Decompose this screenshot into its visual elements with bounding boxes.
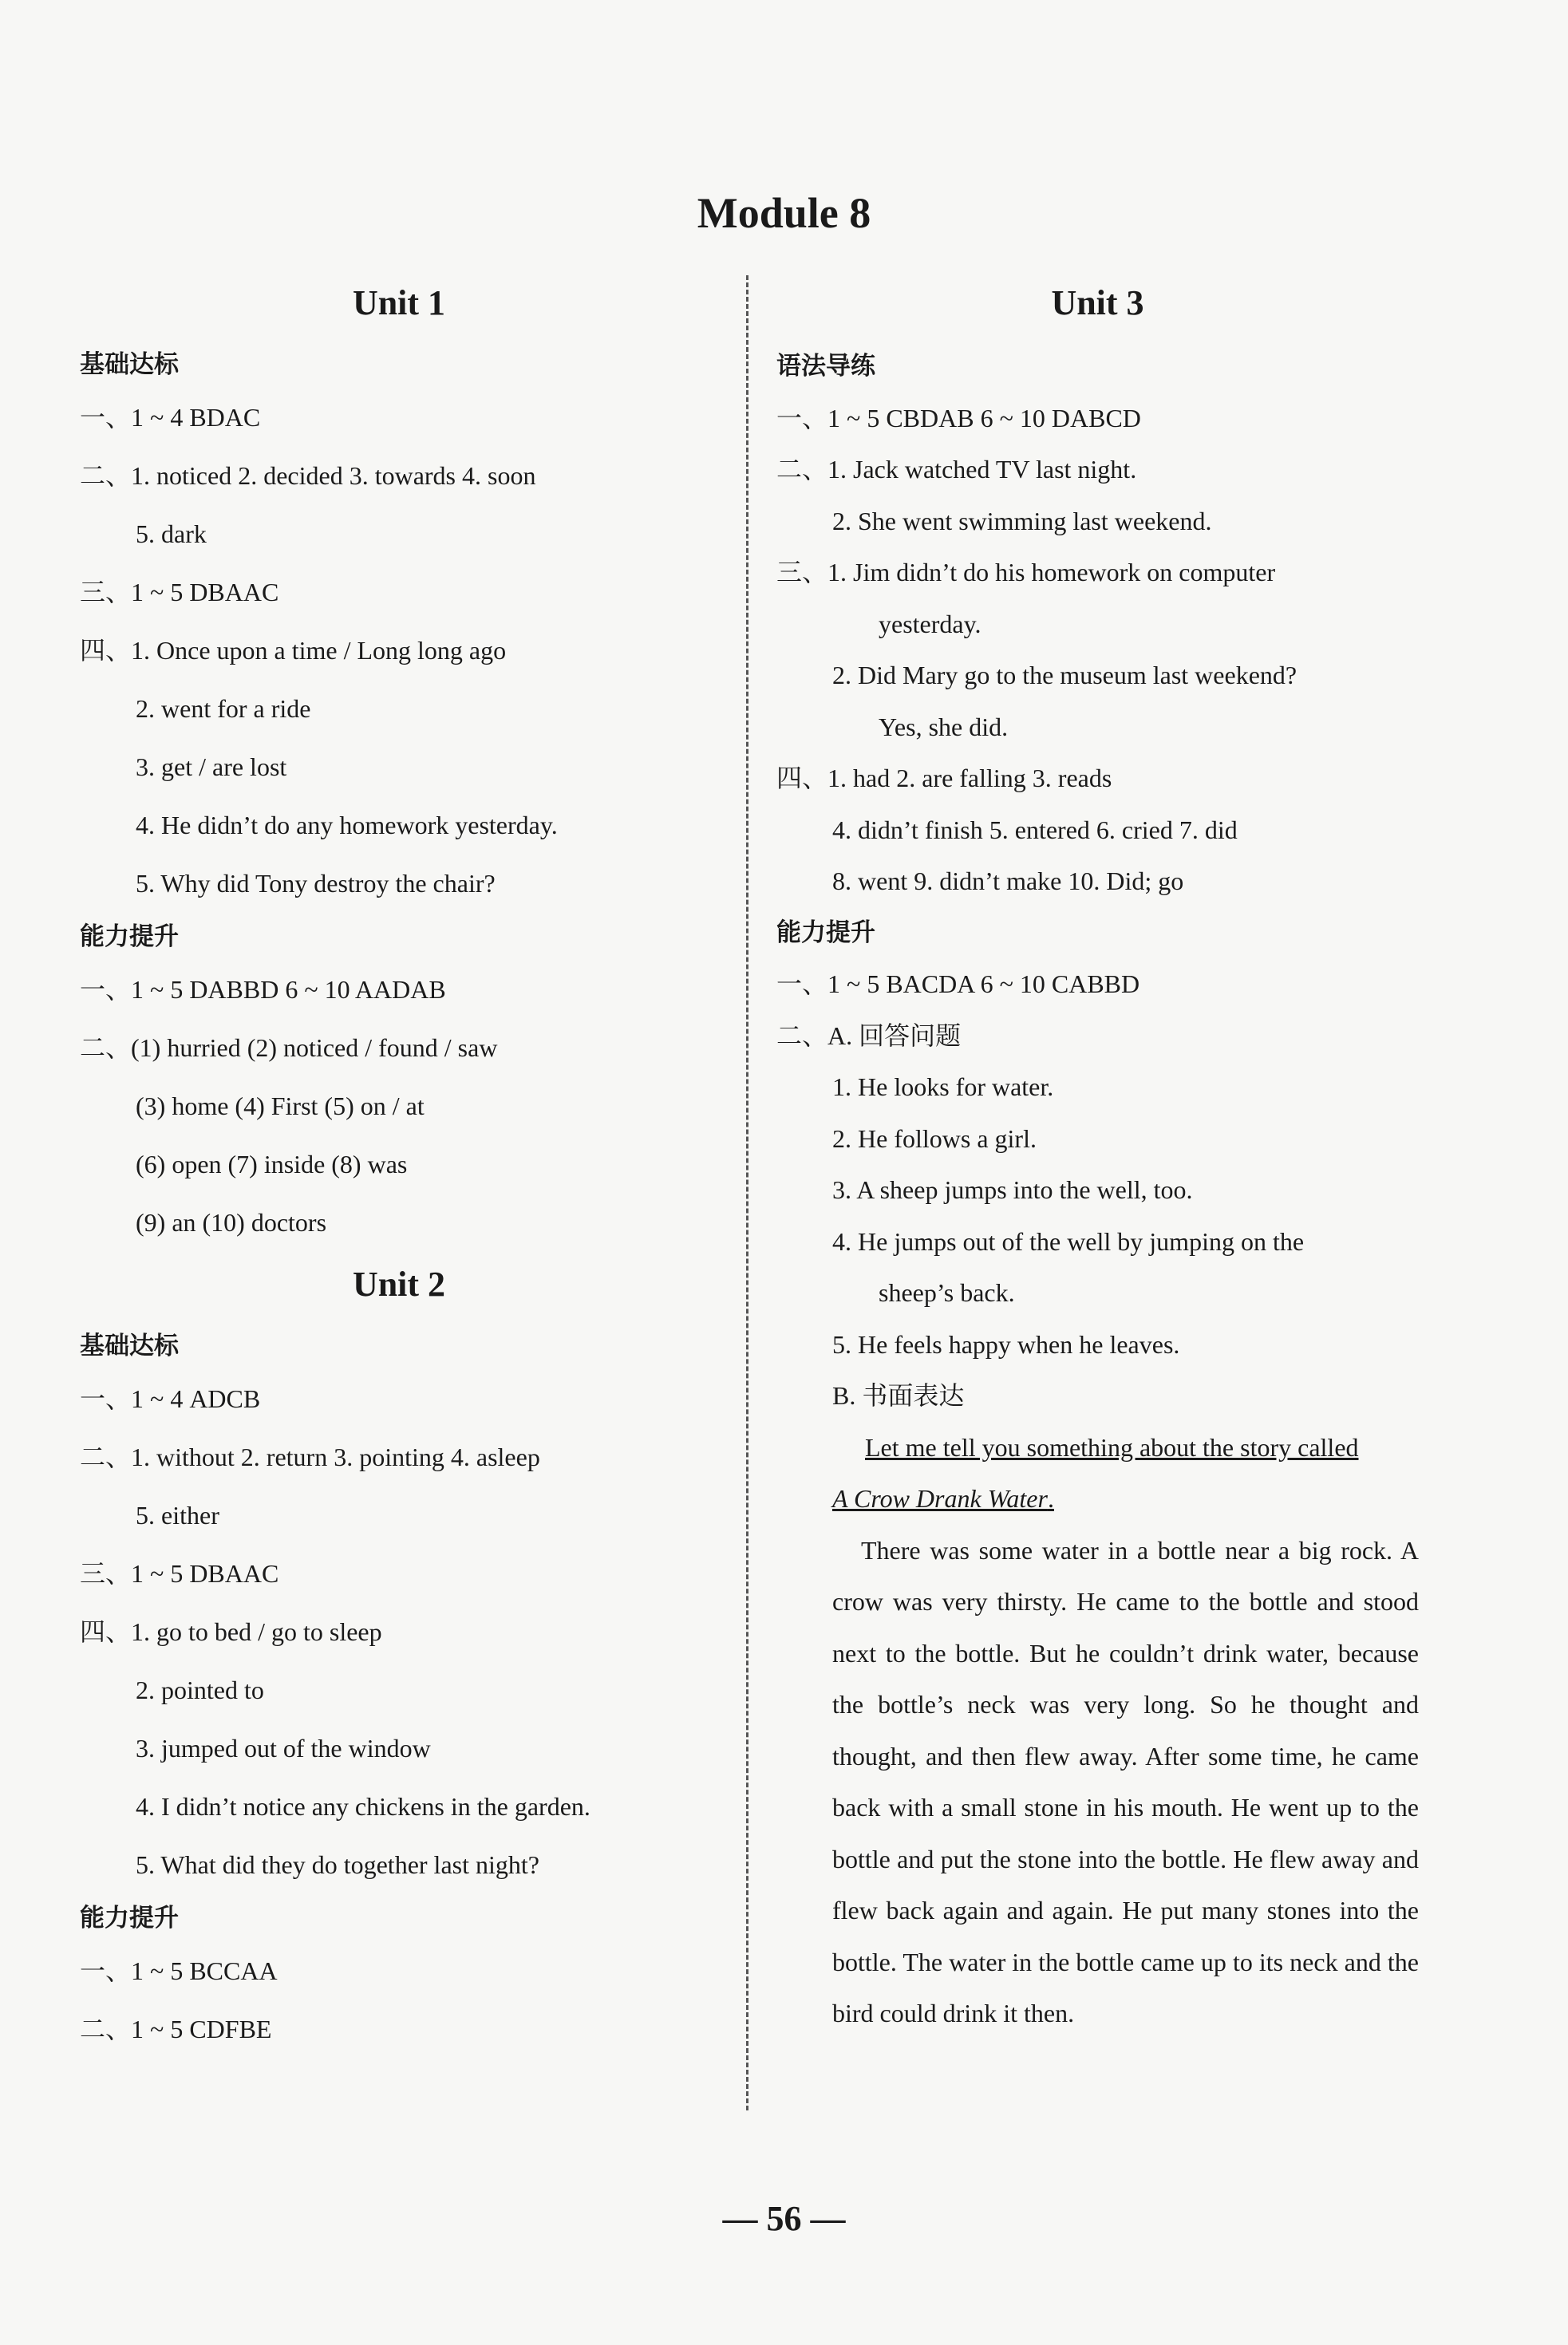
- answer-line: 一、1 ~ 4 ADCB: [80, 1384, 261, 1413]
- answer-line: 1. He looks for water.: [832, 1072, 1054, 1101]
- unit2-title: Unit 2: [352, 1265, 446, 1304]
- unit3-advanced-title: 能力提升: [776, 918, 875, 947]
- essay-intro: [776, 1422, 1419, 1474]
- answer-line: 3. A sheep jumps into the well, too.: [832, 1175, 1193, 1204]
- unit1-title: Unit 1: [352, 283, 446, 322]
- answer-line: 一、1 ~ 5 CBDAB 6 ~ 10 DABCD: [776, 403, 1141, 432]
- answer-line: 二、1. noticed 2. decided 3. towards 4. soon: [80, 461, 536, 490]
- answer-line: B. 书面表达: [832, 1381, 965, 1410]
- answer-line: 二、1. without 2. return 3. pointing 4. asleep: [80, 1443, 540, 1471]
- answer-line: 2. went for a ride: [136, 694, 311, 723]
- answer-line: 4. He jumps out of the well by jumping on the: [832, 1226, 1305, 1256]
- answer-line: 5. What did they do together last night?: [136, 1850, 539, 1879]
- answer-line: yesterday.: [879, 609, 981, 638]
- answer-line: 一、1 ~ 5 DABBD 6 ~ 10 AADAB: [80, 975, 446, 1004]
- essay-title-line: [776, 1473, 1419, 1525]
- unit1-basic-title: 基础达标: [80, 350, 179, 379]
- answer-line: 三、1 ~ 5 DBAAC: [80, 578, 279, 606]
- answer-line: 四、1. had 2. are falling 3. reads: [776, 764, 1112, 792]
- page-number: — 56 —: [722, 2199, 846, 2238]
- answer-line: 4. He didn’t do any homework yesterday.: [136, 811, 558, 839]
- answer-line: 二、1 ~ 5 CDFBE: [80, 2015, 272, 2043]
- answer-line: 3. get / are lost: [136, 752, 287, 781]
- answer-line: 四、1. Once upon a time / Long long ago: [80, 636, 507, 665]
- answer-line: 四、1. go to bed / go to sleep: [80, 1617, 382, 1646]
- right-column: [776, 275, 1419, 2039]
- unit2-advanced-title: 能力提升: [80, 1904, 179, 1932]
- unit1-advanced-title: 能力提升: [80, 922, 179, 951]
- answer-line: 5. Why did Tony destroy the chair?: [136, 869, 496, 898]
- answer-line: (9) an (10) doctors: [136, 1208, 327, 1237]
- answer-line: Yes, she did.: [879, 712, 1009, 741]
- answer-line: 一、1 ~ 5 BACDA 6 ~ 10 CABBD: [776, 969, 1140, 998]
- answer-line: (3) home (4) First (5) on / at: [136, 1092, 425, 1120]
- answer-line: 一、1 ~ 5 BCCAA: [80, 1956, 278, 1985]
- column-divider: [746, 275, 748, 2110]
- answer-line: sheep’s back.: [879, 1278, 1015, 1307]
- answer-line: 2. He follows a girl.: [832, 1123, 1037, 1153]
- essay-body: There was some water in a bottle near a big rock. A crow was very thirsty. He came to the bottle and stood next to the bottle. But he couldn’t drink water, because the bottle’s neck was very long. So he thought and thought, and then flew away. After some time, he came back with a small stone in his mouth. He went up to the bottle and put the stone into the bottle. He flew away and flew back again and again. He put many stones into the bottle. The water in the bottle came up to its neck and the bird could drink it then.: [832, 1535, 1419, 2027]
- answer-line: 3. jumped out of the window: [136, 1734, 431, 1763]
- answer-line: 2. pointed to: [136, 1676, 264, 1704]
- answer-line: 三、1. Jim didn’t do his homework on computer: [776, 558, 1276, 586]
- answer-line: 二、1. Jack watched TV last night.: [776, 455, 1137, 484]
- answer-line: 8. went 9. didn’t make 10. Did; go: [832, 867, 1184, 895]
- answer-line: 4. I didn’t notice any chickens in the garden.: [136, 1792, 590, 1821]
- answer-line: 5. dark: [136, 519, 207, 548]
- answer-line: 5. He feels happy when he leaves.: [832, 1329, 1180, 1359]
- essay-story-title: A Crow Drank Water: [832, 1484, 1048, 1513]
- answer-line: 一、1 ~ 4 BDAC: [80, 403, 261, 432]
- left-column: [80, 275, 718, 2059]
- answer-line: 三、1 ~ 5 DBAAC: [80, 1559, 279, 1588]
- answer-line: (6) open (7) inside (8) was: [136, 1150, 408, 1178]
- unit3-title: Unit 3: [1051, 283, 1144, 322]
- essay-title-period: .: [1047, 1484, 1054, 1513]
- answer-line: 5. either: [136, 1501, 219, 1530]
- unit2-basic-title: 基础达标: [80, 1332, 179, 1360]
- answer-line: 2. Did Mary go to the museum last weekend?: [832, 661, 1297, 689]
- module-title: Module 8: [697, 189, 871, 237]
- answer-line: 二、(1) hurried (2) noticed / found / saw: [80, 1033, 498, 1062]
- answer-line: 4. didn’t finish 5. entered 6. cried 7. did: [832, 815, 1238, 844]
- essay-intro-text: Let me tell you something about the story called: [865, 1432, 1359, 1462]
- answer-line: 2. She went swimming last weekend.: [832, 506, 1212, 535]
- unit3-grammar-title: 语法导练: [776, 352, 875, 381]
- answer-line: 二、A. 回答问题: [776, 1021, 962, 1050]
